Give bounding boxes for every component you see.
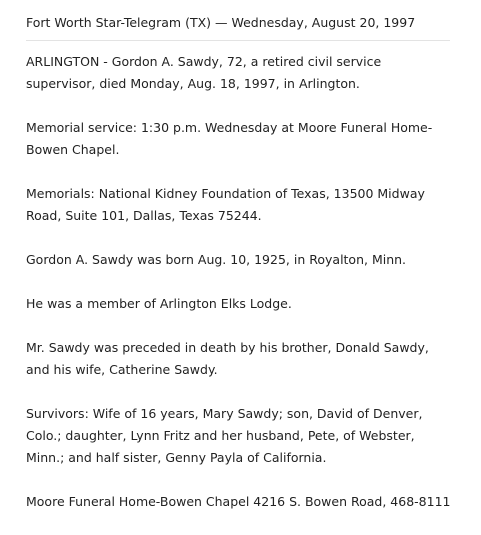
paragraph-funeral-home: Moore Funeral Home-Bowen Chapel 4216 S. Bowen Road, 468-8111: [26, 494, 451, 509]
paragraph-intro: ARLINGTON - Gordon A. Sawdy, 72, a retired civil service supervisor, died Monday, Aug. 18, 1997, in Arlington.: [26, 54, 382, 91]
article-dateline: Fort Worth Star-Telegram (TX) — Wednesday, August 20, 1997: [26, 0, 450, 41]
paragraph-birth: Gordon A. Sawdy was born Aug. 10, 1925, in Royalton, Minn.: [26, 252, 407, 267]
paragraph-survivors: Survivors: Wife of 16 years, Mary Sawdy; son, David of Denver, Colo.; daughter, Lynn Fritz and her husband, Pete, of Webster, Minn.; and half sister, Genny Payla of California.: [26, 406, 423, 465]
paragraph-memorials: Memorials: National Kidney Foundation of Texas, 13500 Midway Road, Suite 101, Dallas, Texas 75244.: [26, 186, 425, 223]
paragraph-preceded: Mr. Sawdy was preceded in death by his brother, Donald Sawdy, and his wife, Catherine Sawdy.: [26, 340, 429, 377]
obituary-article: [26, 0, 454, 535]
paragraph-membership: He was a member of Arlington Elks Lodge.: [26, 296, 292, 311]
article-body: [26, 41, 454, 513]
paragraph-memorial-service: Memorial service: 1:30 p.m. Wednesday at Moore Funeral Home-Bowen Chapel.: [26, 120, 433, 157]
